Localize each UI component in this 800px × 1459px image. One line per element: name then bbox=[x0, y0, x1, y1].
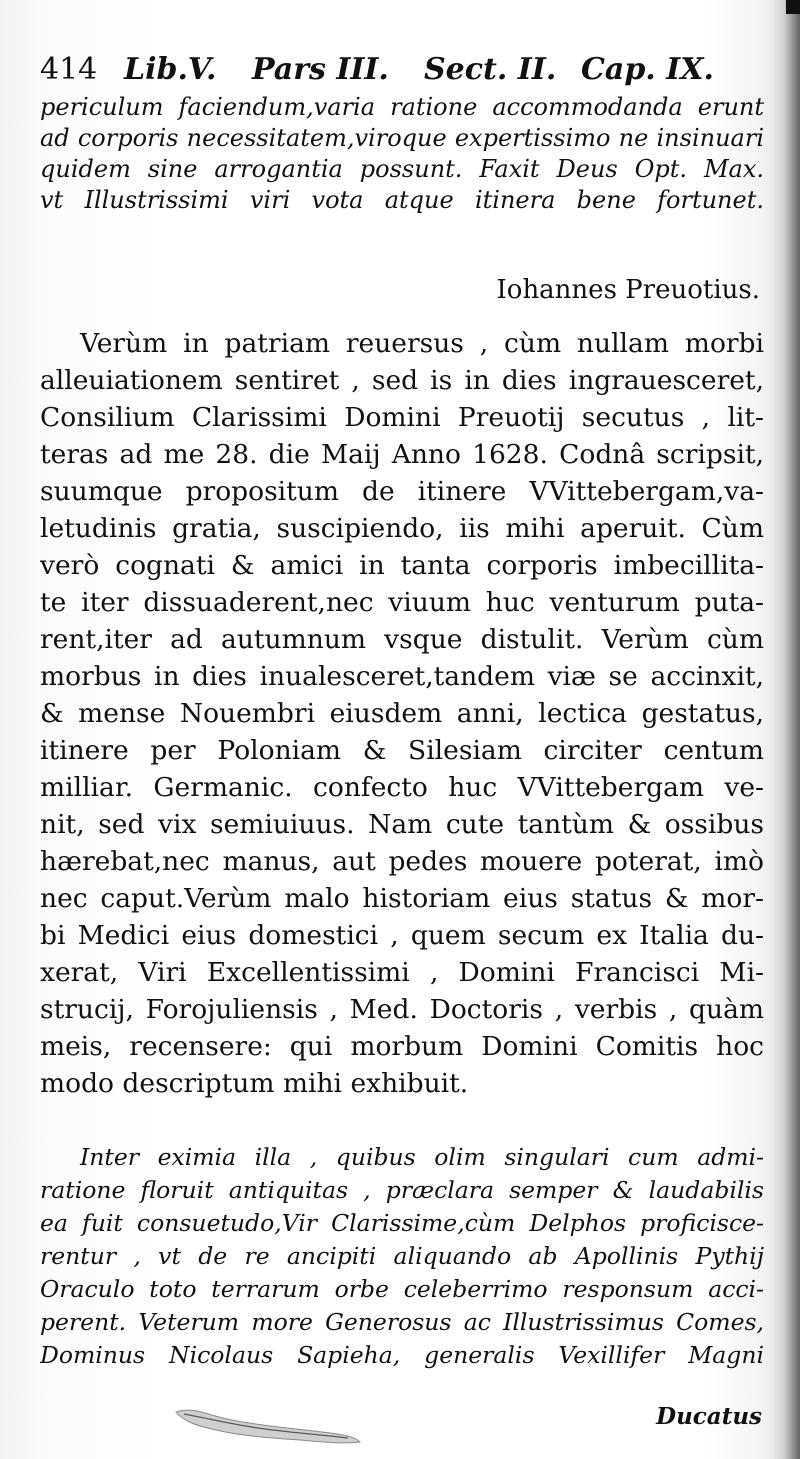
header-book: Lib.V. bbox=[124, 52, 217, 87]
text-line: Dominus Nicolaus Sapieha, generalis Vexillifer Magni bbox=[40, 1341, 764, 1369]
text-line: Inter eximia illa , quibus olim singulari cum admi- bbox=[80, 1143, 764, 1171]
text-line: ea fuit consuetudo,Vir Clarissime,cùm Delphos proficisce- bbox=[40, 1209, 764, 1237]
text-line: rent,iter ad autumnum vsque distulit. Verùm cùm bbox=[40, 624, 764, 655]
header-section: Sect. II. bbox=[424, 52, 557, 87]
text-line: te iter dissuaderent,nec viuum huc venturum puta- bbox=[40, 587, 764, 618]
text-line: strucij, Forojuliensis , Med. Doctoris , verbis , quàm bbox=[40, 994, 764, 1025]
binding-gutter-shadow bbox=[772, 0, 800, 1459]
running-header bbox=[40, 48, 764, 92]
text-line: Verùm in patriam reuersus , cùm nullam morbi bbox=[80, 328, 764, 359]
main-paragraph bbox=[40, 325, 764, 1102]
header-chapter: Cap. IX. bbox=[581, 52, 714, 87]
text-line: teras ad me 28. die Maij Anno 1628. Codnâ scripsit, bbox=[40, 439, 764, 470]
text-line: alleuiationem sentiret , sed is in dies ingrauesceret, bbox=[40, 365, 764, 396]
letter-signature: Iohannes Preuotius. bbox=[496, 275, 760, 305]
ink-stain-mark bbox=[172, 1398, 362, 1448]
page-number: 414 bbox=[40, 52, 98, 87]
closing-italic-passage bbox=[40, 1141, 764, 1372]
text-line: Oraculo toto terrarum orbe celeberrimo responsum acci- bbox=[40, 1275, 764, 1303]
text-line: xerat, Viri Excellentissimi , Domini Francisci Mi- bbox=[40, 957, 764, 988]
text-line: ratione floruit antiquitas , præclara semper & laudabilis bbox=[40, 1176, 764, 1204]
header-part: Pars III. bbox=[252, 52, 389, 87]
text-line: letudinis gratia, suscipiendo, iis mihi aperuit. Cùm bbox=[40, 513, 764, 544]
text-line: suumque propositum de itinere VVittebergam,va- bbox=[40, 476, 764, 507]
text-line: modo descriptum mihi exhibuit. bbox=[40, 1068, 469, 1099]
opening-italic-passage bbox=[40, 92, 764, 216]
text-line: milliar. Germanic. confecto huc VVittebergam ve- bbox=[40, 772, 764, 803]
text-line: nec caput.Verùm malo historiam eius status & mor- bbox=[40, 883, 764, 914]
text-line: verò cognati & amici in tanta corporis imbecillita- bbox=[40, 550, 764, 581]
catchword: Ducatus bbox=[656, 1403, 762, 1430]
text-line: periculum faciendum,varia ratione accommodanda erunt bbox=[40, 93, 764, 121]
text-line: rentur , vt de re ancipiti aliquando ab Apollinis Pythij bbox=[40, 1242, 764, 1270]
text-line: bi Medici eius domestici , quem secum ex Italia du- bbox=[40, 920, 764, 951]
text-line: vt Illustrissimi viri vota atque itinera bene fortunet. bbox=[40, 186, 764, 214]
text-line: Consilium Clarissimi Domini Preuotij secutus , lit- bbox=[40, 402, 764, 433]
text-line: perent. Veterum more Generosus ac Illustrissimus Comes, bbox=[40, 1308, 764, 1336]
binding-corner-mark bbox=[786, 0, 800, 14]
text-line: morbus in dies inualesceret,tandem viæ se accinxit, bbox=[40, 661, 764, 692]
text-line: meis, recensere: qui morbum Domini Comitis hoc bbox=[40, 1031, 764, 1062]
text-line: quidem sine arrogantia possunt. Faxit Deus Opt. Max. bbox=[40, 155, 764, 183]
text-line: itinere per Poloniam & Silesiam circiter centum bbox=[40, 735, 764, 766]
text-line: nit, sed vix semiuiuus. Nam cute tantùm & ossibus bbox=[40, 809, 764, 840]
text-line: ad corporis necessitatem,viroque expertissimo ne insinuari bbox=[40, 124, 764, 152]
text-line: hærebat,nec manus, aut pedes mouere poterat, imò bbox=[40, 846, 764, 877]
text-line: & mense Nouembri eiusdem anni, lectica gestatus, bbox=[40, 698, 764, 729]
